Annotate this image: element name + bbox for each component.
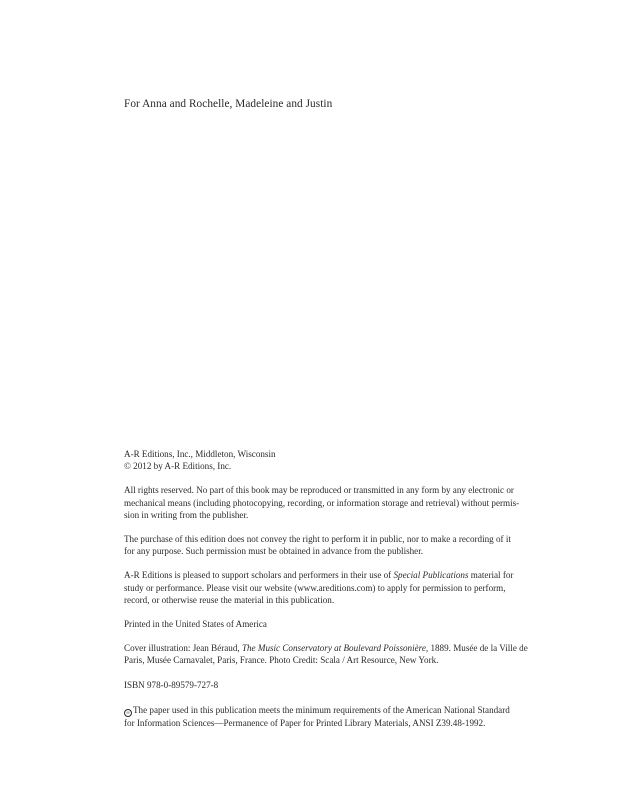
cover-text: 1889. Musée de la Ville de [428,643,528,654]
support-block [124,569,554,606]
printed-block [124,618,554,630]
support-text: material for [468,570,514,581]
support-line: record, or otherwise reuse the material in this publication. [124,594,335,605]
colophon [124,448,554,741]
support-line: study or performance. Please visit our website (www.areditions.com) to apply for permission to perform, [124,582,506,593]
paper-line [124,704,554,717]
copyright-line: © 2012 by A-R Editions, Inc. [124,461,232,472]
publisher-block [124,448,554,472]
performance-line: The purchase of this edition does not convey the right to perform it in public, nor to make a recording of it [124,534,511,545]
rights-line: mechanical means (including photocopying, recording, or information storage and retrieval) without permis- [124,497,520,508]
paper-text: The paper used in this publication meets the minimum requirements of the American National Standard [133,704,510,715]
permanent-paper-icon: ∞ [124,709,132,717]
rights-block [124,484,554,521]
isbn-block [124,679,554,691]
series-title: Special Publications [393,570,469,581]
isbn: ISBN 978-0-89579-727-8 [124,679,219,690]
cover-text: Cover illustration: Jean Béraud, [124,643,242,654]
paper-block [124,704,554,729]
publisher-address: A-R Editions, Inc., Middleton, Wisconsin [124,449,276,459]
printed-line: Printed in the United States of America [124,619,267,630]
painting-title: The Music Conservatory at Boulevard Poissonière, [241,643,429,654]
cover-block [124,642,554,666]
rights-line: All rights reserved. No part of this book may be reproduced or transmitted in any form by any electronic or [124,485,514,496]
rights-line: sion in writing from the publisher. [124,509,249,520]
cover-line [124,642,554,654]
paper-line: for Information Sciences—Permanence of Paper for Printed Library Materials, ANSI Z39.48-1992. [124,717,486,728]
performance-block [124,533,554,557]
performance-line: for any purpose. Such permission must be obtained in advance from the publisher. [124,546,424,557]
dedication: For Anna and Rochelle, Madeleine and Justin [124,98,333,110]
support-line [124,569,554,581]
support-text: A-R Editions is pleased to support scholars and performers in their use of [124,570,394,581]
cover-line: Paris, Musée Carnavalet, Paris, France. Photo Credit: Scala / Art Resource, New York. [124,655,439,666]
